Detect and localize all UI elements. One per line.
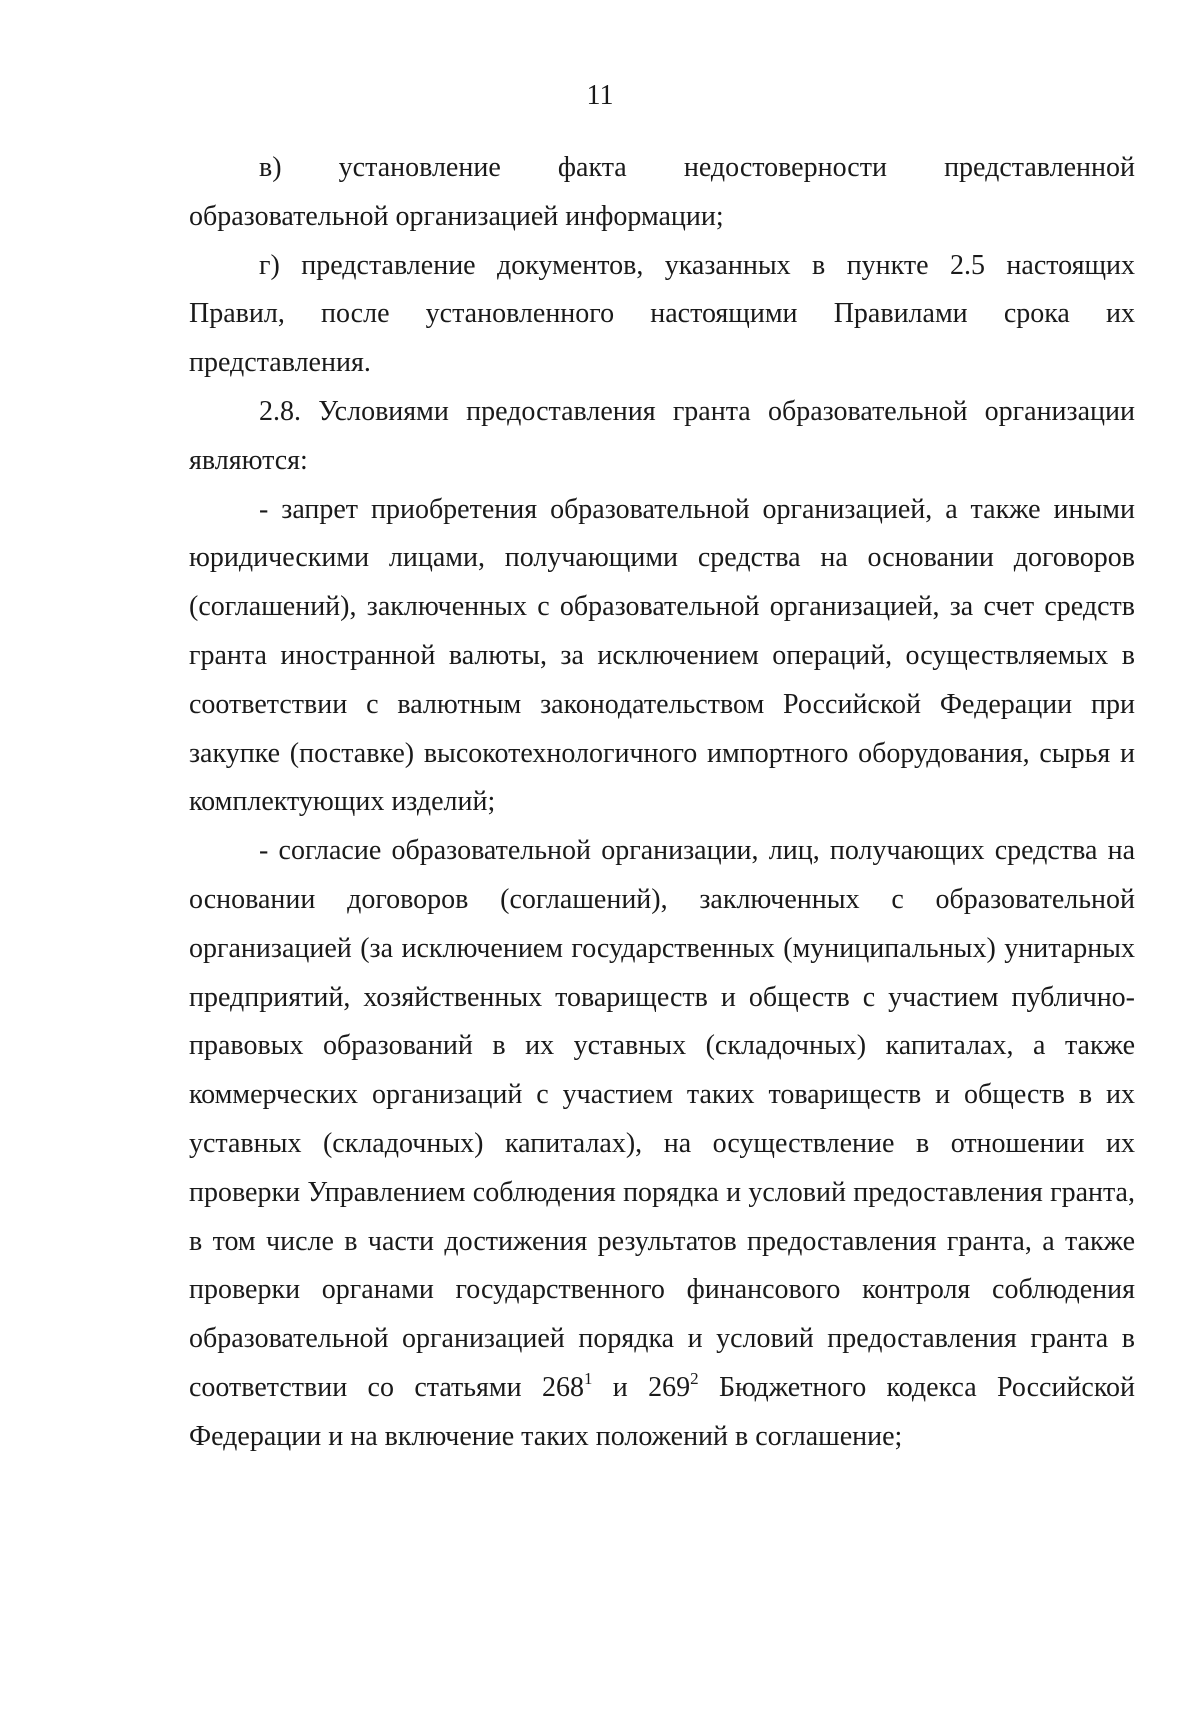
consent-text-part1: - согласие образовательной организации, лиц, получающих средства на основании договоров (соглашений), заключенных с образовательной организацией (за исключением государственных (муниципальных) унитарных предприятий, хозяйственных товариществ и обществ с участием публично-правовых образований в их уставных (складочных) капиталах, а также коммерческих организаций с участием таких товариществ и обществ в их уставных (складочных) капиталах), на осуществление в отношении их проверки Управлением соблюдения порядка и условий предоставления гранта, в том числе в части достижения результатов предоставления гранта, а также проверки органами государственного финансового контроля соблюдения образовательной организацией порядка и условий предоставления гранта в соответствии со статьями 268 bbox=[189, 835, 1135, 1403]
paragraph-currency-ban: - запрет приобретения образовательной организацией, а также иными юридическими лицами, получающими средства на основании договоров (соглашений), заключенных с образовательной организацией, за счет средств гранта иностранной валюты, за исключением операций, осуществляемых в соответствии с валютным законодательством Российской Федерации при закупке (поставке) высокотехнологичного импортного оборудования, сырья и комплектующих изделий; bbox=[189, 493, 1135, 818]
document-body bbox=[189, 144, 1135, 1462]
paragraph-item-g: г) представление документов, указанных в пункте 2.5 настоящих Правил, после установленного настоящими Правилами срока их представления. bbox=[189, 249, 1135, 379]
paragraph-item-v: в) установление факта недостоверности представленной образовательной организацией информации; bbox=[189, 152, 1135, 232]
consent-text-part2: Бюджетного кодекса Российской Федерации и на включение таких положений в соглашение; bbox=[189, 1371, 1136, 1452]
article-superscript-2: 2 bbox=[690, 1368, 699, 1388]
article-superscript-1: 1 bbox=[583, 1368, 593, 1388]
paragraph-section-2-8: 2.8. Условиями предоставления гранта образовательной организации являются: bbox=[189, 395, 1135, 476]
consent-text-mid: и 269 bbox=[592, 1371, 691, 1403]
paragraph-inspection-consent bbox=[189, 827, 1135, 1461]
page-number: 11 bbox=[586, 80, 614, 111]
